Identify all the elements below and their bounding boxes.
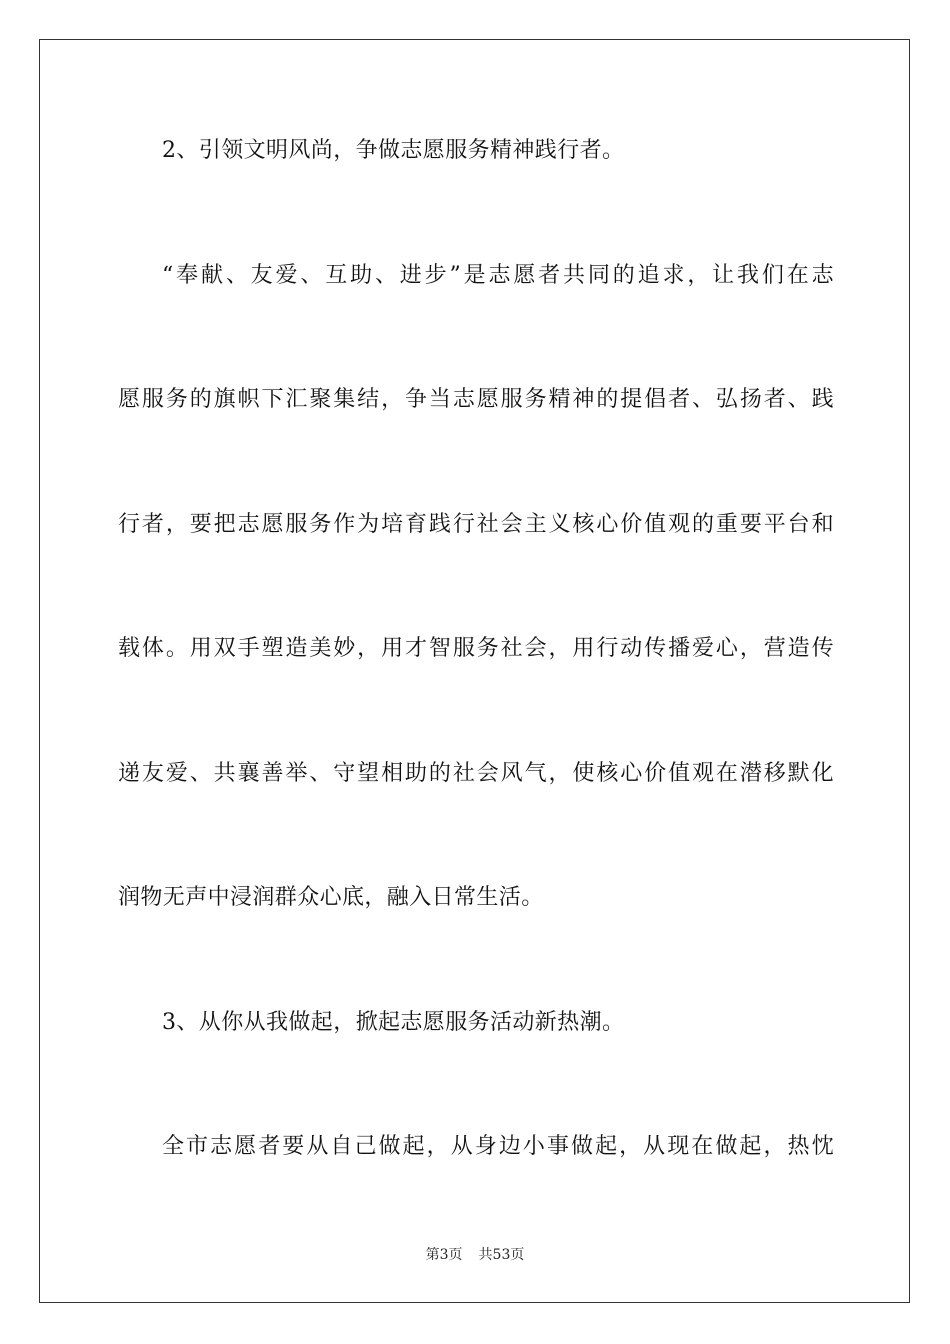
- page-footer: [0, 1246, 950, 1264]
- paragraph-line: 愿服务的旗帜下汇聚集结，争当志愿服务精神的提倡者、弘扬者、践: [118, 387, 834, 412]
- page-total: 共53页: [478, 1247, 525, 1263]
- paragraph-line: 润物无声中浸润群众心底，融入日常生活。: [118, 885, 544, 910]
- page-number: 第3页: [425, 1247, 463, 1263]
- page-border: [39, 39, 910, 1303]
- section-heading-3: 3、从你从我做起，掀起志愿服务活动新热潮。: [162, 1010, 625, 1035]
- paragraph-line: 递友爱、共襄善举、守望相助的社会风气，使核心价值观在潜移默化: [118, 761, 834, 786]
- paragraph-line: 载体。用双手塑造美妙，用才智服务社会，用行动传播爱心，营造传: [118, 636, 834, 661]
- section-heading-2: 2、引领文明风尚，争做志愿服务精神践行者。: [162, 138, 625, 163]
- paragraph-line: “奉献、友爱、互助、进步”是志愿者共同的追求，让我们在志: [162, 263, 834, 288]
- paragraph-line: 行者，要把志愿服务作为培育践行社会主义核心价值观的重要平台和: [118, 512, 834, 537]
- paragraph-line: 全市志愿者要从自己做起，从身边小事做起，从现在做起，热忱: [162, 1134, 834, 1159]
